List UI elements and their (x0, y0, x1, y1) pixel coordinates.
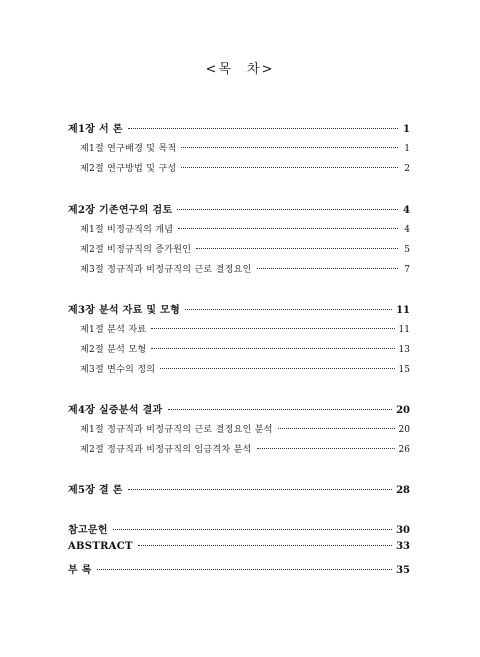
dot-leader (257, 268, 398, 269)
toc-entry-label: 제1절 비정규직의 개념 (80, 225, 174, 235)
toc-entry-label: 제3장 분석 자료 및 모형 (68, 305, 181, 316)
toc-entry-section-2-3[interactable] (68, 262, 410, 275)
toc-entry-section-3-2[interactable] (68, 342, 410, 355)
toc-entry-page: 4 (404, 225, 410, 235)
toc-entry-page: 1 (403, 124, 410, 135)
dot-leader (178, 228, 398, 229)
toc-entry-label: 제2절 정규직과 비정규직의 임금격차 분석 (80, 445, 252, 455)
toc-entry-label: 제2절 연구방법 및 구성 (80, 164, 177, 174)
toc-entry-page: 20 (398, 425, 410, 435)
toc-entry-label: 제2장 기존연구의 검토 (68, 205, 173, 216)
toc-entry-chapter-1[interactable] (68, 120, 410, 135)
toc-entry-page: 35 (396, 565, 410, 576)
dot-leader (196, 248, 398, 249)
toc-entry-section-2-2[interactable] (68, 242, 410, 255)
dot-leader (113, 529, 392, 530)
toc-title: <목 차> (205, 62, 275, 77)
dot-leader (168, 409, 393, 410)
toc-entry-label: 제1장 서 론 (68, 124, 123, 135)
toc-entry-section-3-1[interactable] (68, 322, 410, 335)
toc-entry-label: 제5장 결 론 (68, 485, 123, 496)
toc-entry-page: 7 (404, 265, 410, 275)
toc-entry-page: 13 (398, 345, 410, 355)
toc-entry-label: 제2절 비정규직의 증가원인 (80, 245, 192, 255)
toc-entry-label: 제4장 실증분석 결과 (68, 405, 163, 416)
toc-entry-appendix[interactable] (68, 561, 410, 576)
toc-entry-section-1-2[interactable] (68, 161, 410, 174)
toc-entry-page: 26 (398, 445, 410, 455)
toc-entry-chapter-3[interactable] (68, 301, 410, 316)
toc-entry-chapter-2[interactable] (68, 201, 410, 216)
toc-entry-section-4-1[interactable] (68, 422, 410, 435)
dot-leader (160, 368, 394, 369)
toc-entry-label: 제1절 분석 자료 (80, 325, 147, 335)
toc-entry-label: 제2절 분석 모형 (80, 345, 147, 355)
toc-entry-label: 참고문헌 (68, 525, 108, 536)
dot-leader (177, 209, 398, 210)
toc-entry-references[interactable] (68, 521, 410, 536)
toc-entry-section-4-2[interactable] (68, 442, 410, 455)
toc-entry-page: 11 (398, 325, 410, 335)
dot-leader (151, 348, 394, 349)
toc-entry-page: 33 (396, 541, 410, 552)
dot-leader (185, 309, 392, 310)
toc-entry-page: 1 (404, 144, 410, 154)
toc-entry-section-2-1[interactable] (68, 222, 410, 235)
toc-entry-label: ABSTRACT (68, 541, 133, 552)
dot-leader (97, 569, 392, 570)
toc-entry-abstract[interactable] (68, 541, 410, 552)
toc-entry-page: 2 (404, 164, 410, 174)
dot-leader (257, 448, 395, 449)
dot-leader (181, 167, 398, 168)
toc-entry-page: 30 (396, 525, 410, 536)
toc-entry-label: 제1절 정규직과 비정규직의 근로 결정요인 분석 (80, 425, 273, 435)
dot-leader (151, 328, 394, 329)
toc-entry-label: 제3절 정규직과 비정규직의 근로 결정요인 (80, 265, 252, 275)
toc-entry-page: 15 (398, 365, 410, 375)
dot-leader (181, 147, 398, 148)
toc-entry-page: 4 (403, 205, 410, 216)
toc-entry-label: 부 록 (68, 565, 92, 576)
dot-leader (128, 489, 392, 490)
dot-leader (128, 128, 398, 129)
toc-entry-section-1-1[interactable] (68, 141, 410, 154)
toc-entry-chapter-4[interactable] (68, 401, 410, 416)
toc-entry-page: 11 (396, 305, 410, 316)
toc-entry-page: 20 (396, 405, 410, 416)
toc-entry-label: 제3절 변수의 정의 (80, 365, 156, 375)
toc-entry-page: 28 (396, 485, 410, 496)
toc-entry-section-3-3[interactable] (68, 362, 410, 375)
toc-entry-chapter-5[interactable] (68, 481, 410, 496)
toc-entry-label: 제1절 연구배경 및 목적 (80, 144, 177, 154)
dot-leader (138, 545, 392, 546)
dot-leader (278, 428, 395, 429)
toc-entry-page: 5 (404, 245, 410, 255)
